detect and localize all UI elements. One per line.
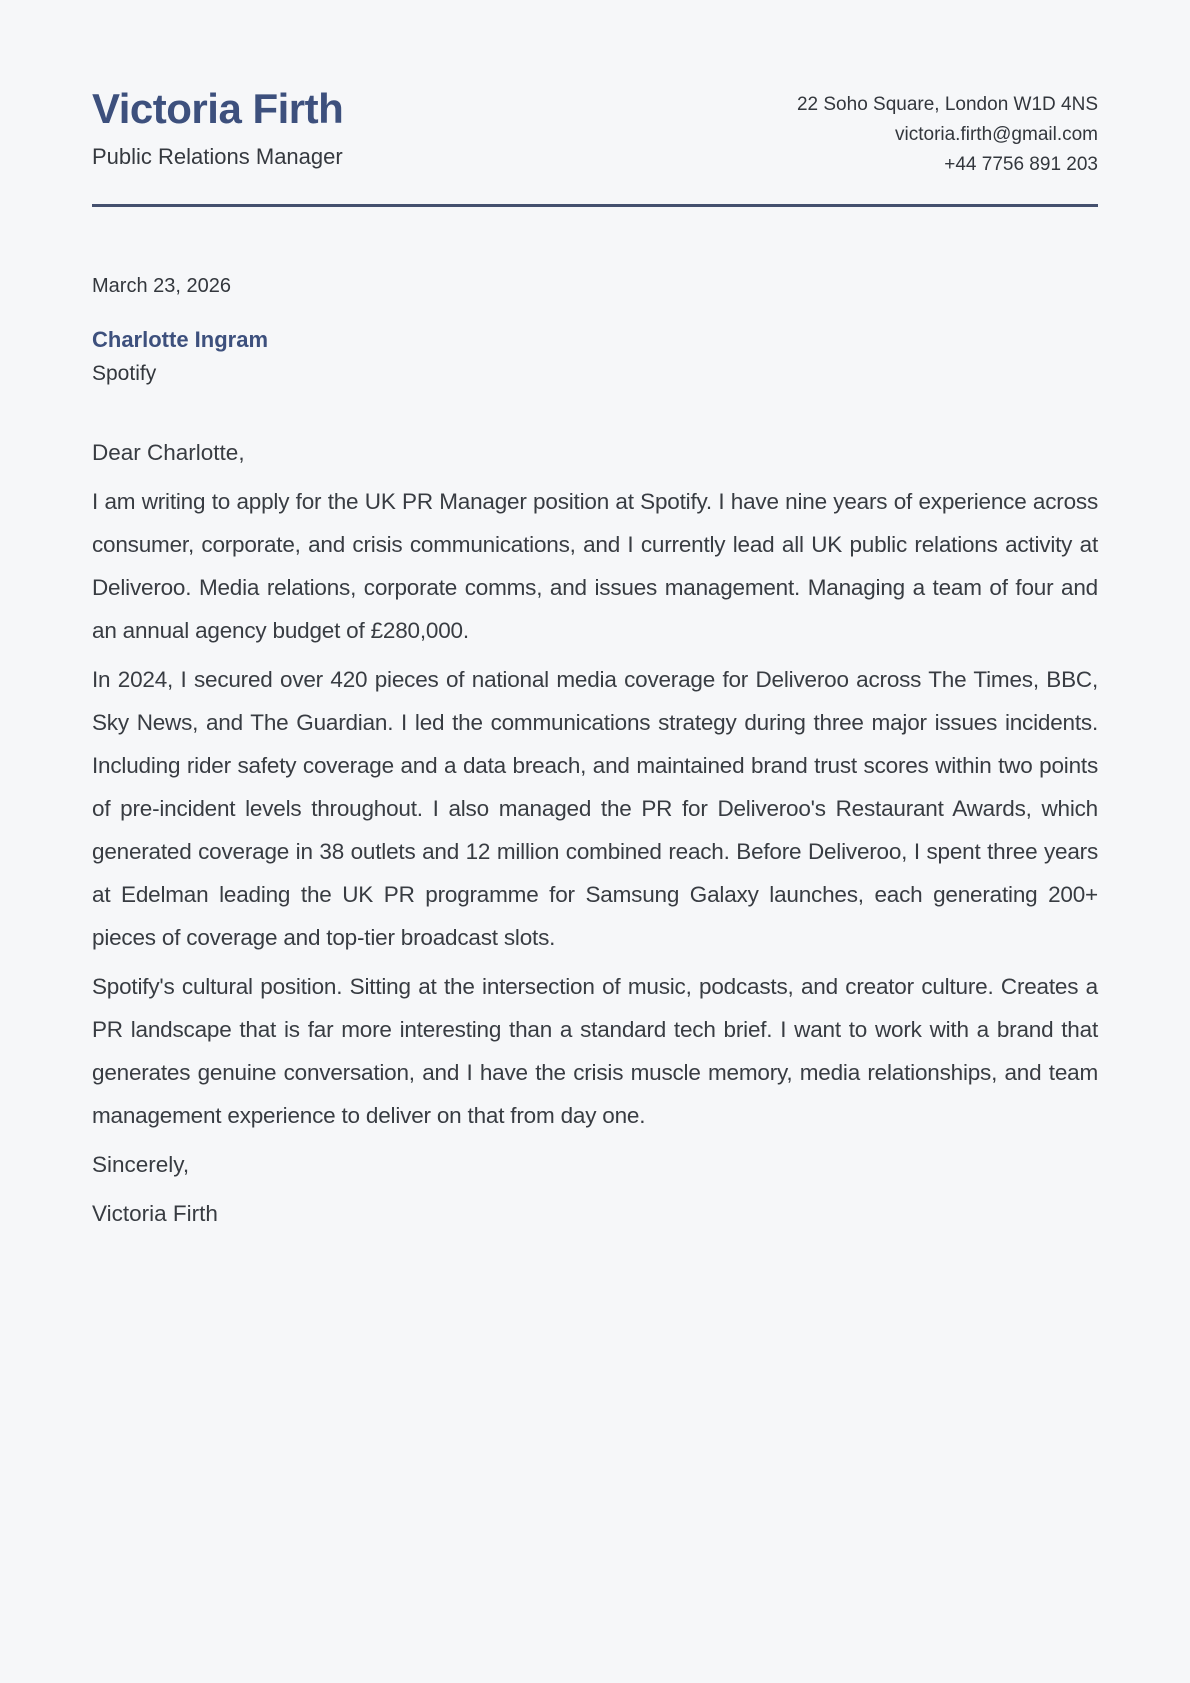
contact-block <box>797 86 1098 180</box>
contact-email: victoria.firth@gmail.com <box>895 124 1098 145</box>
header-divider <box>92 204 1098 207</box>
salutation: Dear Charlotte, <box>92 440 245 465</box>
contact-address: 22 Soho Square, London W1D 4NS <box>796 94 1098 115</box>
job-title: Public Relations Manager <box>92 144 343 169</box>
letter-paragraph: In 2024, I secured over 420 pieces of national media coverage for Deliveroo across The Times, BBC, Sky News, and The Guardian. I led the communications strategy during three major issues incidents. Including rider safety coverage and a data breach, and maintained brand trust scores within two points of pre-incident levels throughout. I also managed the PR for Deliveroo's Restaurant Awards, which generated coverage in 38 outlets and 12 million combined reach. Before Deliveroo, I spent three years at Edelman leading the UK PR programme for Samsung Galaxy launches, each generating 200+ pieces of coverage and top-tier broadcast slots. <box>92 667 1098 950</box>
person-name: Victoria Firth <box>92 85 344 132</box>
contact-phone: +44 7756 891 203 <box>944 154 1098 175</box>
recipient-company: Spotify <box>92 362 157 385</box>
signature-name: Victoria Firth <box>92 1201 218 1226</box>
letter-paragraph: Spotify's cultural position. Sitting at the intersection of music, podcasts, and creator culture. Creates a PR landscape that is far more interesting than a standard tech brief. I want to work with a brand that generates genuine conversation, and I have the crisis muscle memory, media relationships, and team management experience to deliver on that from day one. <box>92 974 1098 1128</box>
letter-paragraph: I am writing to apply for the UK PR Manager position at Spotify. I have nine years of experience across consumer, corporate, and crisis communications, and I currently lead all UK public relations activity at Deliveroo. Media relations, corporate comms, and issues management. Managing a team of four and an annual agency budget of £280,000. <box>92 489 1098 643</box>
letter-header <box>92 86 1098 180</box>
closing: Sincerely, <box>92 1152 190 1177</box>
header-identity <box>92 86 343 170</box>
letter-body <box>92 480 1098 1137</box>
recipient-name: Charlotte Ingram <box>92 327 269 352</box>
letter-date: March 23, 2026 <box>92 275 231 297</box>
